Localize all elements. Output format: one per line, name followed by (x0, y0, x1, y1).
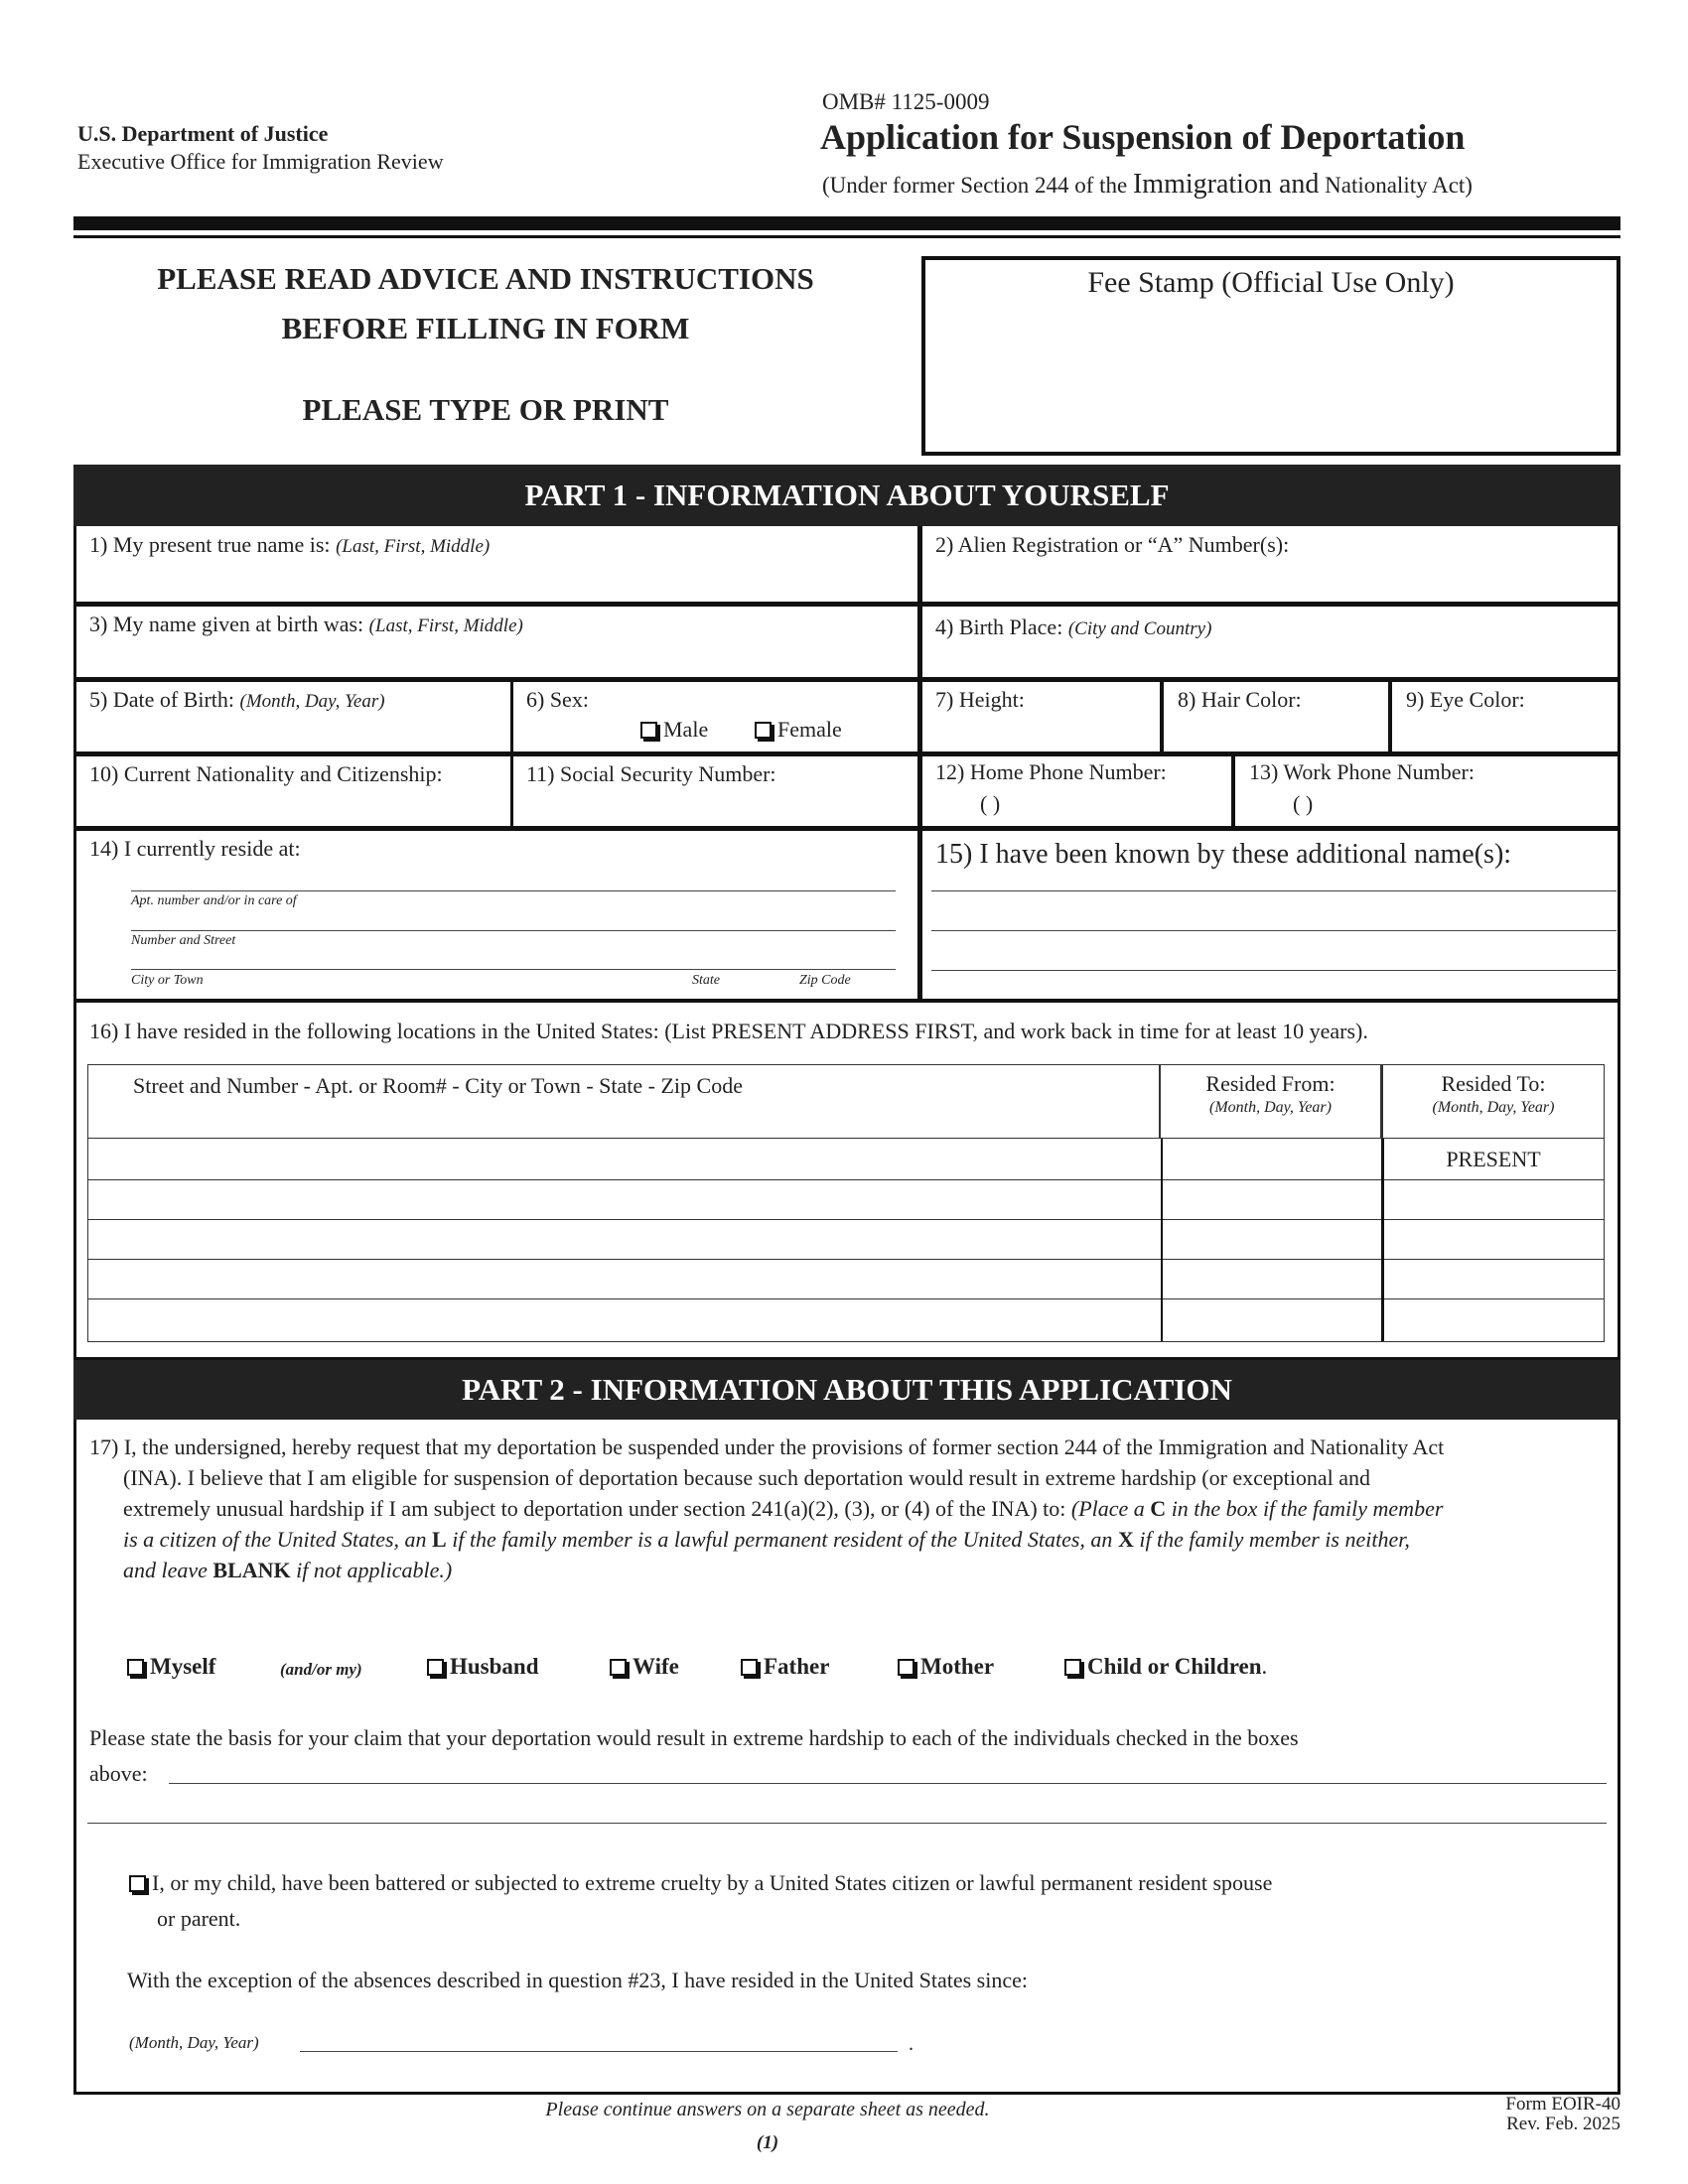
part2-title: PART 2 - INFORMATION ABOUT THIS APPLICATION (73, 1360, 1620, 1420)
department-name: U.S. Department of Justice (77, 121, 329, 146)
office-name: Executive Office for Immigration Review (77, 149, 444, 174)
alias-line-3[interactable] (931, 970, 1617, 971)
form-subtitle: (Under former Section 244 of the Immigration and Nationality Act) (822, 169, 1473, 200)
q16-label: 16) I have resided in the following locations in the United States: (List PRESENT ADDRESS FIRST, and work back in time for at least 10 years). (89, 1019, 1368, 1043)
q1-label: 1) My present true name is: (Last, First, Middle) (89, 532, 491, 557)
q3-label: 3) My name given at birth was: (Last, First, Middle) (89, 612, 523, 636)
q12-label: 12) Home Phone Number: (935, 759, 1167, 784)
fee-stamp-box (921, 256, 1620, 456)
q10-label: 10) Current Nationality and Citizenship: (89, 761, 443, 786)
form-id: Form EOIR-40 Rev. Feb. 2025 (1505, 2094, 1620, 2134)
street-line[interactable] (131, 930, 896, 931)
table-col-line-1 (1161, 1139, 1163, 1341)
part1-title: PART 1 - INFORMATION ABOUT YOURSELF (73, 465, 1620, 526)
table-row[interactable] (88, 1299, 1604, 1341)
q17-text: 17) I, the undersigned, hereby request that my deportation be suspended under the provisions of former section 244 of the Immigration and Nationality Act (INA). I believe that I am eligible for suspension of deportation because such deportation would result in extreme hardship (or exceptional and extremely unusual hardship if I am subject to deportation under section 241(a)(2), (3), or (4) of the INA) to: (Place a C in the box if the family member is a citizen of the United States, an L if the family member is a lawful permanent resident of the United States, an X if the family member is neither, and leave BLANK if not applicable.) (89, 1434, 1445, 1582)
resided-since-line[interactable] (300, 2051, 898, 2052)
header-rule-thin (73, 235, 1620, 238)
rel-myself[interactable]: Myself (127, 1654, 215, 1680)
residence-header-to: Resided To: (Month, Day, Year) (1383, 1065, 1604, 1139)
residence-table (87, 1064, 1605, 1342)
rel-andor: (and/or my) (280, 1660, 362, 1679)
battered-checkbox[interactable] (129, 1875, 146, 1892)
wife-checkbox[interactable] (610, 1659, 627, 1676)
row-sep-1 (76, 602, 1618, 607)
father-checkbox[interactable] (741, 1659, 758, 1676)
basis-line-1[interactable] (169, 1783, 1607, 1784)
form-title: Application for Suspension of Deportation (820, 117, 1466, 157)
work-phone-area: ( ) (1293, 791, 1314, 816)
col-div-a (510, 682, 513, 826)
table-row[interactable] (88, 1260, 1604, 1299)
battered-option[interactable]: I, or my child, have been battered or subjected to extreme cruelty by a United States citizen or lawful permanent resident spouse (129, 1870, 1272, 1896)
city-caption: City or Town (131, 973, 204, 988)
col-div-d (1231, 756, 1235, 826)
q7-label: 7) Height: (935, 687, 1025, 712)
header-rule (73, 216, 1620, 230)
home-phone-area: ( ) (980, 791, 1001, 816)
continue-note: Please continue answers on a separate sheet as needed. (545, 2099, 990, 2120)
q13-label: 13) Work Phone Number: (1249, 759, 1475, 784)
female-checkbox[interactable] (755, 722, 772, 739)
row-sep-3 (76, 751, 1618, 756)
sex-female-option[interactable]: Female (755, 717, 842, 743)
zip-caption: Zip Code (799, 973, 851, 988)
q2-label: 2) Alien Registration or “A” Number(s): (935, 532, 1290, 557)
q5-label: 5) Date of Birth: (Month, Day, Year) (89, 687, 385, 712)
basis-text: Please state the basis for your claim that your deportation would result in extreme hardship to each of the individuals checked in the boxes (89, 1725, 1299, 1750)
period: . (909, 2033, 914, 2055)
alias-line-1[interactable] (931, 890, 1617, 891)
fee-stamp-label: Fee Stamp (Official Use Only) (1087, 266, 1455, 299)
date-hint: (Month, Day, Year) (129, 2033, 259, 2052)
sex-male-option[interactable]: Male (640, 717, 708, 743)
row-sep-5 (76, 999, 1618, 1003)
instructions: PLEASE READ ADVICE AND INSTRUCTIONS BEFORE FILLING IN FORM PLEASE TYPE OR PRINT (157, 261, 814, 427)
basis-line-2[interactable] (87, 1823, 1607, 1824)
male-checkbox[interactable] (640, 722, 657, 739)
apt-caption: Apt. number and/or in care of (131, 893, 297, 908)
q15-label: 15) I have been known by these additional name(s): (935, 839, 1512, 870)
rel-mother[interactable]: Mother (898, 1654, 994, 1680)
state-caption: State (692, 973, 720, 988)
apt-line[interactable] (131, 890, 896, 891)
rel-husband[interactable]: Husband (427, 1654, 539, 1680)
alias-line-2[interactable] (931, 930, 1617, 931)
q6-label: 6) Sex: (526, 687, 589, 712)
q4-label: 4) Birth Place: (City and Country) (935, 614, 1212, 639)
col-div-c (1388, 682, 1392, 751)
q9-label: 9) Eye Color: (1406, 687, 1525, 712)
husband-checkbox[interactable] (427, 1659, 444, 1676)
row-sep-2 (76, 677, 1618, 682)
rel-father[interactable]: Father (741, 1654, 829, 1680)
table-row[interactable] (88, 1220, 1604, 1260)
children-checkbox[interactable] (1064, 1659, 1081, 1676)
col-div-b (1160, 682, 1164, 751)
rel-children[interactable]: Child or Children. (1064, 1654, 1267, 1680)
present-label: PRESENT (1446, 1147, 1541, 1171)
battered-cont: or parent. (157, 1906, 241, 1931)
page-number: (1) (756, 2132, 779, 2153)
omb-number: OMB# 1125-0009 (822, 89, 990, 114)
street-caption: Number and Street (131, 933, 236, 948)
q11-label: 11) Social Security Number: (526, 761, 776, 786)
row-sep-4 (76, 826, 1618, 831)
table-row[interactable] (88, 1139, 1604, 1180)
table-row[interactable] (88, 1180, 1604, 1220)
city-line[interactable] (131, 969, 896, 970)
part1-mid-divider (917, 526, 922, 1001)
rel-wife[interactable]: Wife (610, 1654, 679, 1680)
q14-label: 14) I currently reside at: (89, 836, 301, 861)
myself-checkbox[interactable] (127, 1659, 144, 1676)
residence-header-from: Resided From: (Month, Day, Year) (1161, 1065, 1383, 1139)
mother-checkbox[interactable] (898, 1659, 914, 1676)
exception-text: With the exception of the absences described in question #23, I have resided in the United States since: (127, 1968, 1028, 1992)
residence-header-address: Street and Number - Apt. or Room# - City or Town - State - Zip Code (88, 1065, 1161, 1139)
q8-label: 8) Hair Color: (1178, 687, 1302, 712)
basis-above: above: (89, 1761, 148, 1786)
